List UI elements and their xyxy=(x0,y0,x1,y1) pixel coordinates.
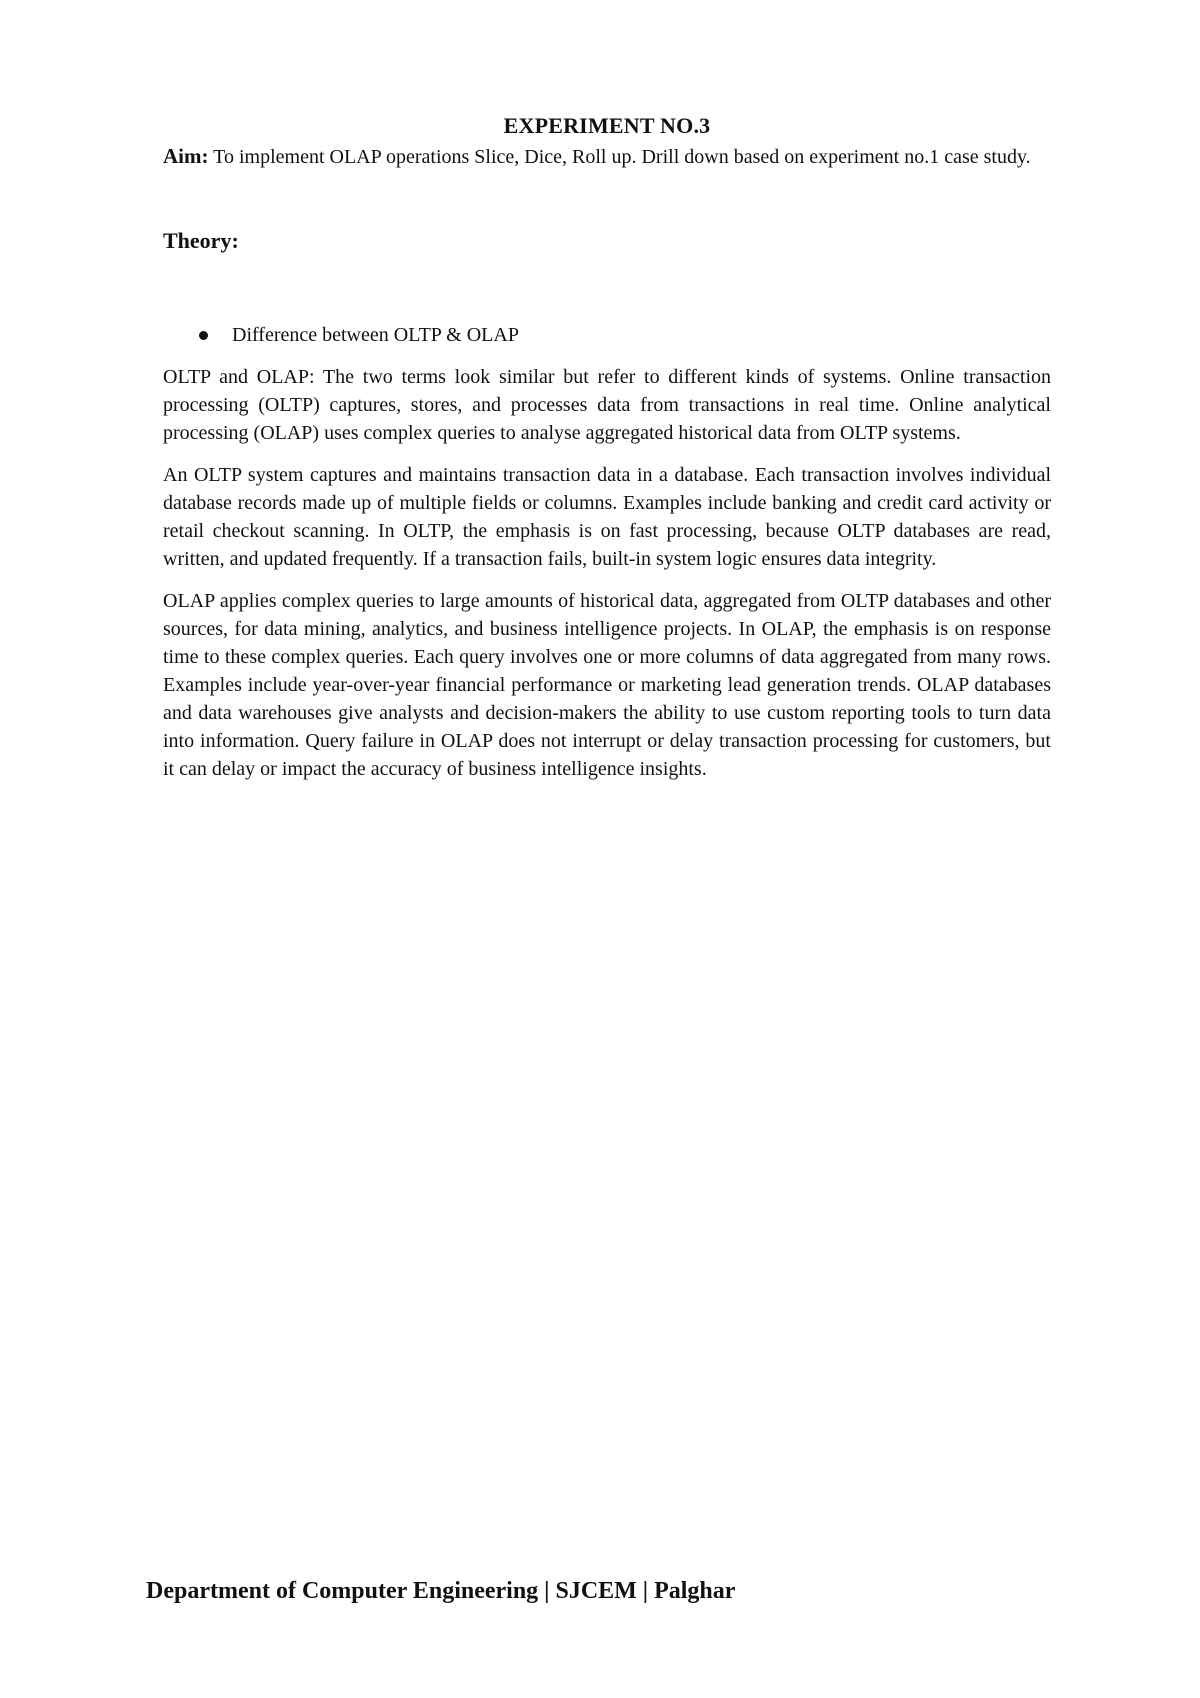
experiment-title: EXPERIMENT NO.3 xyxy=(503,113,711,138)
page-footer: Department of Computer Engineering | SJCEM | Palghar xyxy=(146,1578,736,1604)
paragraph-olap-system: OLAP applies complex queries to large amounts of historical data, aggregated from OLTP databases and other sources, for data mining, analytics, and business intelligence projects. In OLAP, the emphasis is on response time to these complex queries. Each query involves one or more columns of data aggregated from many rows. Examples include year-over-year financial performance or marketing lead generation trends. OLAP databases and data warehouses give analysts and decision-makers the ability to use custom reporting tools to turn data into information. Query failure in OLAP does not interrupt or delay transaction processing for customers, but it can delay or impact the accuracy of business intelligence insights. xyxy=(163,590,1051,780)
list-item xyxy=(163,321,1051,349)
aim-text: To implement OLAP operations Slice, Dice, Roll up. Drill down based on experiment no.1 case study. xyxy=(208,146,1031,168)
aim-label: Aim: xyxy=(163,144,209,168)
paragraph-oltp-olap-intro: OLTP and OLAP: The two terms look similar but refer to different kinds of systems. Online transaction processing (OLTP) captures, stores, and processes data from transactions in real time. Online analytical processing (OLAP) uses complex queries to analyse aggregated historical data from OLTP systems. xyxy=(163,366,1051,444)
paragraph-oltp-system: An OLTP system captures and maintains transaction data in a database. Each transaction involves individual database records made up of multiple fields or columns. Examples include banking and credit card activity or retail checkout scanning. In OLTP, the emphasis is on fast processing, because OLTP databases are read, written, and updated frequently. If a transaction fails, built-in system logic ensures data integrity. xyxy=(163,464,1051,570)
document-body xyxy=(163,112,1051,783)
aim-statement xyxy=(163,142,1051,171)
bullet-icon xyxy=(199,331,208,340)
theory-heading: Theory: xyxy=(163,228,239,253)
bullet-text: Difference between OLTP & OLAP xyxy=(232,324,519,346)
theory-bullet-list xyxy=(163,321,1051,349)
